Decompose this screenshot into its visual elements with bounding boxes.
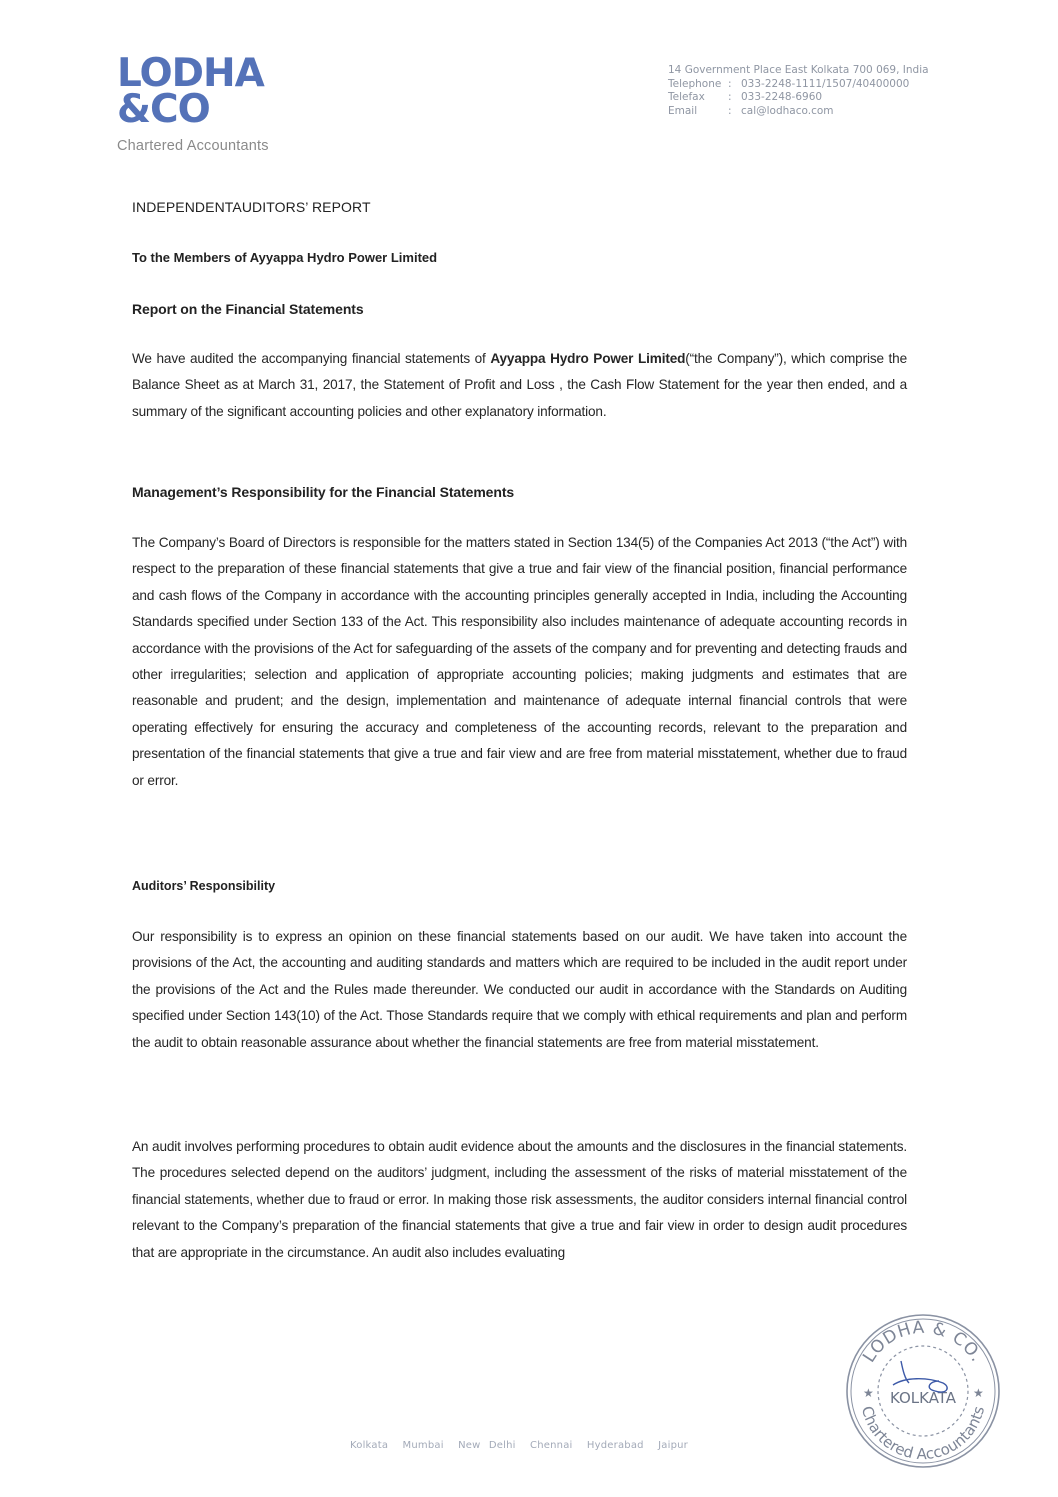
footer-city: Chennai [530,1440,573,1451]
paragraph-financial-statements [132,346,907,425]
contact-label: Telephone [668,77,722,90]
firm-address-block [668,64,929,118]
contact-separator: : [728,77,732,90]
section-heading-auditors-responsibility: Auditors’ Responsibility [132,879,276,893]
contact-separator: : [728,104,732,117]
logo-line-1: LODHA [117,51,264,96]
contact-value: cal@lodhaco.com [741,104,834,117]
contact-value: 033-2248-1111/1507/40400000 [741,77,910,90]
contact-telephone [668,78,929,92]
footer-city: Mumbai [402,1440,444,1451]
firm-logo [117,51,269,154]
report-addressee: To the Members of Ayyappa Hydro Power Limited [132,250,438,265]
paragraph-text: We have audited the accompanying financial statements of [132,351,491,366]
section-heading-management-responsibility: Management’s Responsibility for the Financial Statements [132,484,515,500]
contact-telefax [668,91,929,105]
company-seal-stamp-icon [843,1311,1003,1471]
svg-text:LODHA & CO. [859,1318,987,1366]
contact-separator: : [728,91,732,103]
company-name: Ayyappa Hydro Power Limited [490,351,686,366]
footer-office-cities [350,1440,694,1451]
paragraph-text: (“the Company”), which comprise the Balance Sheet as at March 31, 2017, the Statement of Profit and Loss , the Cash Flow Statement for the year then ended, and a summary of the significant accounting policies and other explanatory information. [132,351,907,419]
stamp-center-text: KOLKATA [889,1389,957,1407]
section-heading-financial-statements: Report on the Financial Statements [132,301,364,317]
svg-text:Chartered Accountants [858,1404,988,1463]
stamp-star-icon: ★ [863,1386,874,1400]
paragraph-auditors-responsibility-1: Our responsibility is to express an opinion on these financial statements based on our audit. We have taken into account the provisions of the Act, the accounting and auditing standards and matters which are required to be included in the audit report under the provisions of the Act and the Rules made thereunder. We conducted our audit in accordance with the Standards on Auditing specified under Section 143(10) of the Act. Those Standards require that we comply with ethical requirements and plan and perform the audit to obtain reasonable assurance about whether the financial statements are free from material misstatement. [132,929,907,1050]
paragraph-auditors-responsibility-2: An audit involves performing procedures to obtain audit evidence about the amounts and the disclosures in the financial statements. The procedures selected depend on the auditors’ judgment, including the assessment of the risks of material misstatement of the financial statements, whether due to fraud or error. In making those risk assessments, the auditor considers internal financial control relevant to the Company’s preparation of the financial statements that give a true and fair view in order to design audit procedures that are appropriate in the circumstance. An audit also includes evaluating [132,1139,907,1260]
contact-label: Email [668,104,698,117]
logo-line-2: &CO [117,87,210,132]
address-line: 14 Government Place East Kolkata 700 069, India [668,64,929,76]
report-title: INDEPENDENTAUDITORS’ REPORT [132,199,371,215]
footer-city: Jaipur [658,1440,688,1451]
contact-value: 033-2248-6960 [741,91,823,103]
signature-icon [893,1361,947,1392]
footer-city: Kolkata [350,1440,389,1451]
paragraph-management-responsibility: The Company’s Board of Directors is responsible for the matters stated in Section 134(5) of the Companies Act 2013 (“the Act”) with respect to the preparation of these financial statements that give a true and fair view of the financial position, financial performance and cash flows of the Company in accordance with the accounting principles generally accepted in India, including the Accounting Standards specified under Section 133 of the Act. This responsibility also includes maintenance of adequate accounting records in accordance with the provisions of the Act for safeguarding of the assets of the company and for preventing and detecting frauds and other irregularities; selection and application of appropriate accounting policies; making judgments and estimates that are reasonable and prudent; and the design, implementation and maintenance of adequate internal financial controls that were operating effectively for ensuring the accuracy and completeness of the accounting records, relevant to the preparation and presentation of the financial statements that give a true and fair view and are free from material misstatement, whether due to fraud or error. [132,535,907,788]
contact-email [668,105,929,119]
logo-subtitle: Chartered Accountants [117,138,269,154]
contact-label: Telefax [668,91,705,103]
footer-city: Hyderabad [586,1440,644,1451]
stamp-bottom-text: Chartered Accountants [857,1404,989,1464]
footer-city: New Delhi [458,1440,516,1451]
stamp-star-icon: ★ [973,1386,984,1400]
stamp-top-text: LODHA & CO. [859,1317,987,1367]
